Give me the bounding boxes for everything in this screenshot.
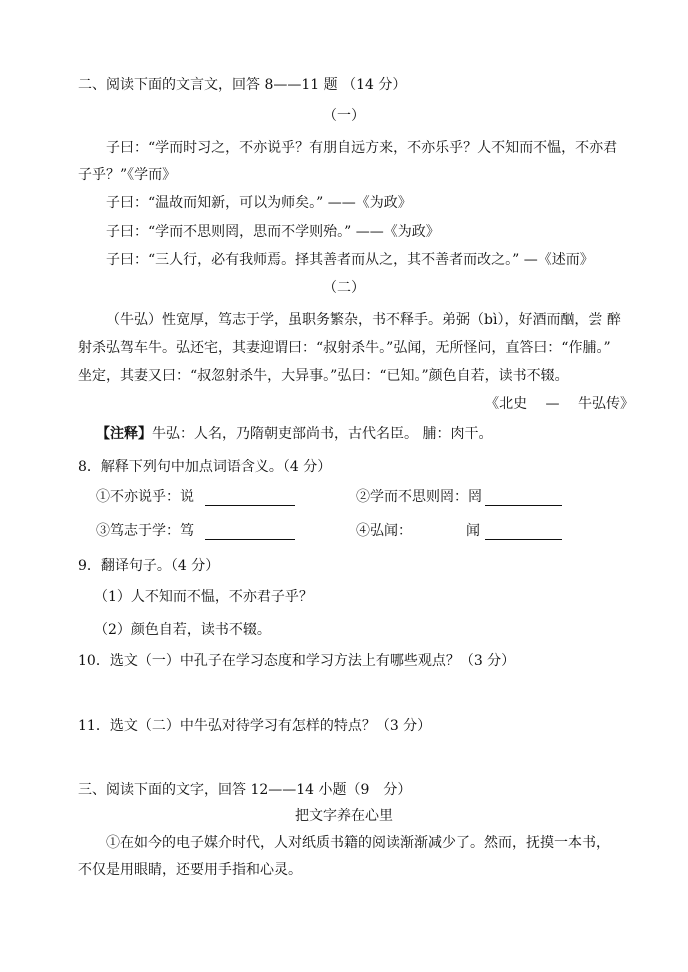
q8-item-3-word: 笃: [180, 523, 194, 539]
article-paragraph-line-1: ①在如今的电子媒介时代，人对纸质书籍的阅读渐渐减少了。然而，抚摸一本书，: [106, 835, 610, 851]
quote-line-1: 子曰：“学而时习之，不亦说乎？有朋自远方来，不亦乐乎？人不知而不愠，不亦君: [106, 140, 618, 156]
q9-item-1: （1）人不知而不愠，不亦君子乎？: [94, 589, 313, 605]
q8-item-2-answer-blank: [485, 505, 562, 506]
q8-item-4-word: 闻: [466, 523, 480, 539]
section3-heading: 三、阅读下面的文字，回答 12——14 小题（9 分）: [78, 782, 412, 798]
q9-item-2: （2）颜色自若，读书不辍。: [94, 622, 271, 638]
q8-item-2-word: 罔: [468, 489, 482, 505]
question-9-prompt: 9．翻译句子。（4 分）: [78, 558, 220, 574]
q8-item-1-word: 说: [180, 489, 194, 505]
quote-line-4: 子曰：“学而不思则罔，思而不学则殆。” ——《为政》: [106, 224, 440, 240]
section2-heading: 二、阅读下面的文言文，回答 8——11 题 （14 分）: [78, 77, 407, 93]
q8-item-2-label: ②学而不思则罔：: [356, 489, 468, 505]
quote-line-2: 子乎？”《学而》: [78, 167, 177, 183]
passage-line-1: （牛弘）性宽厚，笃志于学，虽职务繁杂，书不释手。弟弼（bì），好酒而酗，尝 醉: [106, 312, 621, 328]
q8-item-3-answer-blank: [205, 539, 295, 540]
quote-line-5: 子曰：“三人行，必有我师焉。择其善者而从之，其不善者而改之。” —《述而》: [106, 252, 594, 268]
article-paragraph-line-2: 不仅是用眼睛，还要用手指和心灵。: [78, 862, 302, 878]
q8-item-4-label: ④弘闻：: [356, 523, 412, 539]
q8-item-2: [356, 487, 482, 507]
passage-line-3: 坐定，其妻又曰：“叔忽射杀牛，大异事。”弘曰：“已知。”颜色自若，读书不辍。: [78, 368, 569, 384]
passage-source: 《北史 — 牛弘传》: [485, 396, 634, 412]
q8-item-1-answer-blank: [205, 505, 295, 506]
q8-item-4-answer-blank: [485, 539, 562, 540]
question-11-prompt: 11．选文（二）中牛弘对待学习有怎样的特点？（3 分）: [78, 718, 432, 734]
q8-item-3: [96, 521, 194, 541]
question-10-prompt: 10．选文（一）中孔子在学习态度和学习方法上有哪些观点？（3 分）: [78, 653, 516, 669]
q8-item-1-label: ①不亦说乎：: [96, 489, 180, 505]
part2-title: （二）: [323, 280, 365, 296]
q8-item-3-label: ③笃志于学：: [96, 523, 180, 539]
part1-title: （一）: [323, 108, 365, 124]
article-title: 把文字养在心里: [295, 808, 393, 824]
annotation: [96, 424, 492, 444]
annotation-text: 牛弘：人名，乃隋朝吏部尚书，古代名臣。 脯：肉干。: [152, 426, 493, 442]
annotation-label: 【注释】: [96, 426, 152, 442]
passage-line-2: 射杀弘驾车牛。弘还宅，其妻迎谓曰：“叔射杀牛。”弘闻，无所怪问，直答曰：“作脯。”: [78, 340, 611, 356]
q8-item-1: [96, 487, 194, 507]
question-8-prompt: 8．解释下列句中加点词语含义。（4 分）: [78, 459, 332, 475]
quote-line-3: 子曰：“温故而知新，可以为师矣。” ——《为政》: [106, 195, 412, 211]
